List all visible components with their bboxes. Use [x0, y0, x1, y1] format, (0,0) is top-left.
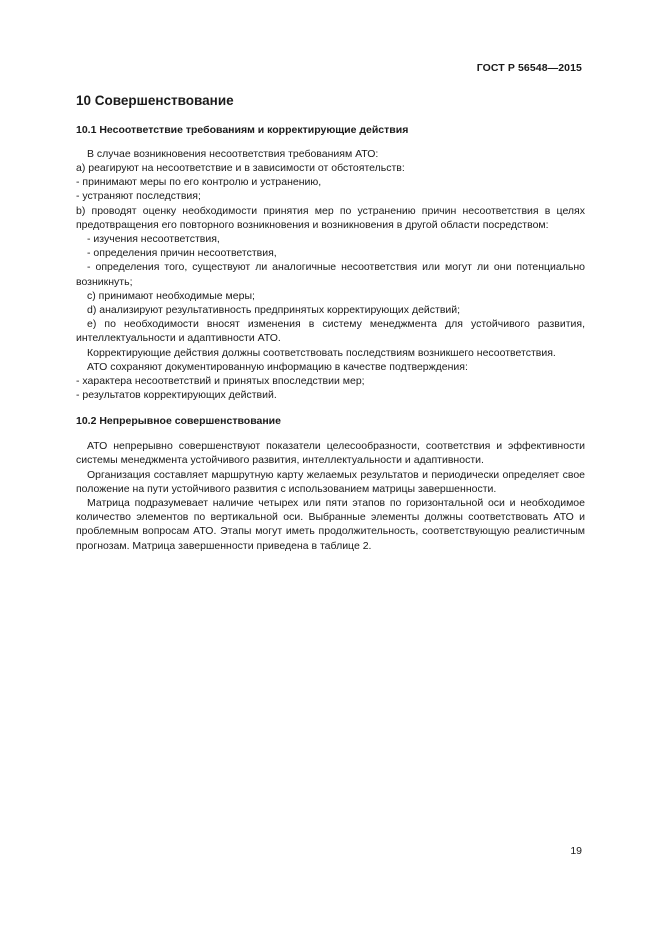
- section-title: 10 Совершенствование: [76, 93, 234, 108]
- paragraph-intro: В случае возникновения несоответствия требованиям АТО:: [87, 147, 379, 160]
- paragraph-continuous-2: Организация составляет маршрутную карту желаемых результатов и периодически определяет свое положение на пути устойчивого развития с использованием матрицы завершенности.: [76, 468, 585, 495]
- paragraph-documented-info: АТО сохраняют документированную информацию в качестве подтверждения:: [87, 360, 468, 373]
- list-item-documented-2: - результатов корректирующих действий.: [76, 389, 277, 402]
- list-item-b: b) проводят оценку необходимости принятия мер по устранению причин несоответствия в целях предотвращения его повторного возникновения и возникновения в другой области посредством:: [76, 204, 585, 231]
- list-item-documented-1: - характера несоответствий и принятых впоследствии мер;: [76, 375, 365, 388]
- document-body: [76, 90, 585, 553]
- list-item-a-1: - принимают меры по его контролю и устранению,: [76, 176, 322, 189]
- paragraph-corrective-actions: Корректирующие действия должны соответствовать последствиям возникшего несоответствия.: [87, 346, 556, 359]
- list-item-e: е) по необходимости вносят изменения в систему менеджмента для устойчивого развития, интеллектуальности и адаптивности АТО.: [76, 318, 585, 345]
- list-item-d: d) анализируют результативность предпринятых корректирующих действий;: [87, 304, 461, 317]
- document-standard-id: ГОСТ Р 56548—2015: [476, 62, 582, 74]
- list-item-a: а) реагируют на несоответствие и в зависимости от обстоятельств:: [76, 162, 405, 175]
- subsection-title-10-1: 10.1 Несоответствие требованиям и корректирующие действия: [76, 124, 409, 137]
- paragraph-continuous-1: АТО непрерывно совершенствуют показатели целесообразности, соответствия и эффективности системы менеджмента устойчивого развития, интеллектуальности и адаптивности.: [76, 440, 585, 467]
- list-item-b-2: - определения причин несоответствия,: [87, 247, 277, 260]
- page-number: 19: [570, 845, 582, 857]
- subsection-title-10-2: 10.2 Непрерывное совершенствование: [76, 415, 281, 428]
- list-item-b-3: - определения того, существуют ли аналогичные несоответствия или могут ли они потенциально возникнуть;: [76, 261, 585, 288]
- list-item-b-1: - изучения несоответствия,: [87, 233, 220, 246]
- paragraph-continuous-3: Матрица подразумевает наличие четырех или пяти этапов по горизонтальной оси и необходимое количество элементов по вертикальной оси. Выбранные элементы должны соответствовать АТО и проблемным вопросам АТО. Этапы могут иметь продолжительность, соответствующую реалистичным прогнозам. Матрица завершенности приведена в таблице 2.: [76, 496, 585, 552]
- list-item-a-2: - устраняют последствия;: [76, 190, 201, 203]
- list-item-c: с) принимают необходимые меры;: [87, 289, 255, 302]
